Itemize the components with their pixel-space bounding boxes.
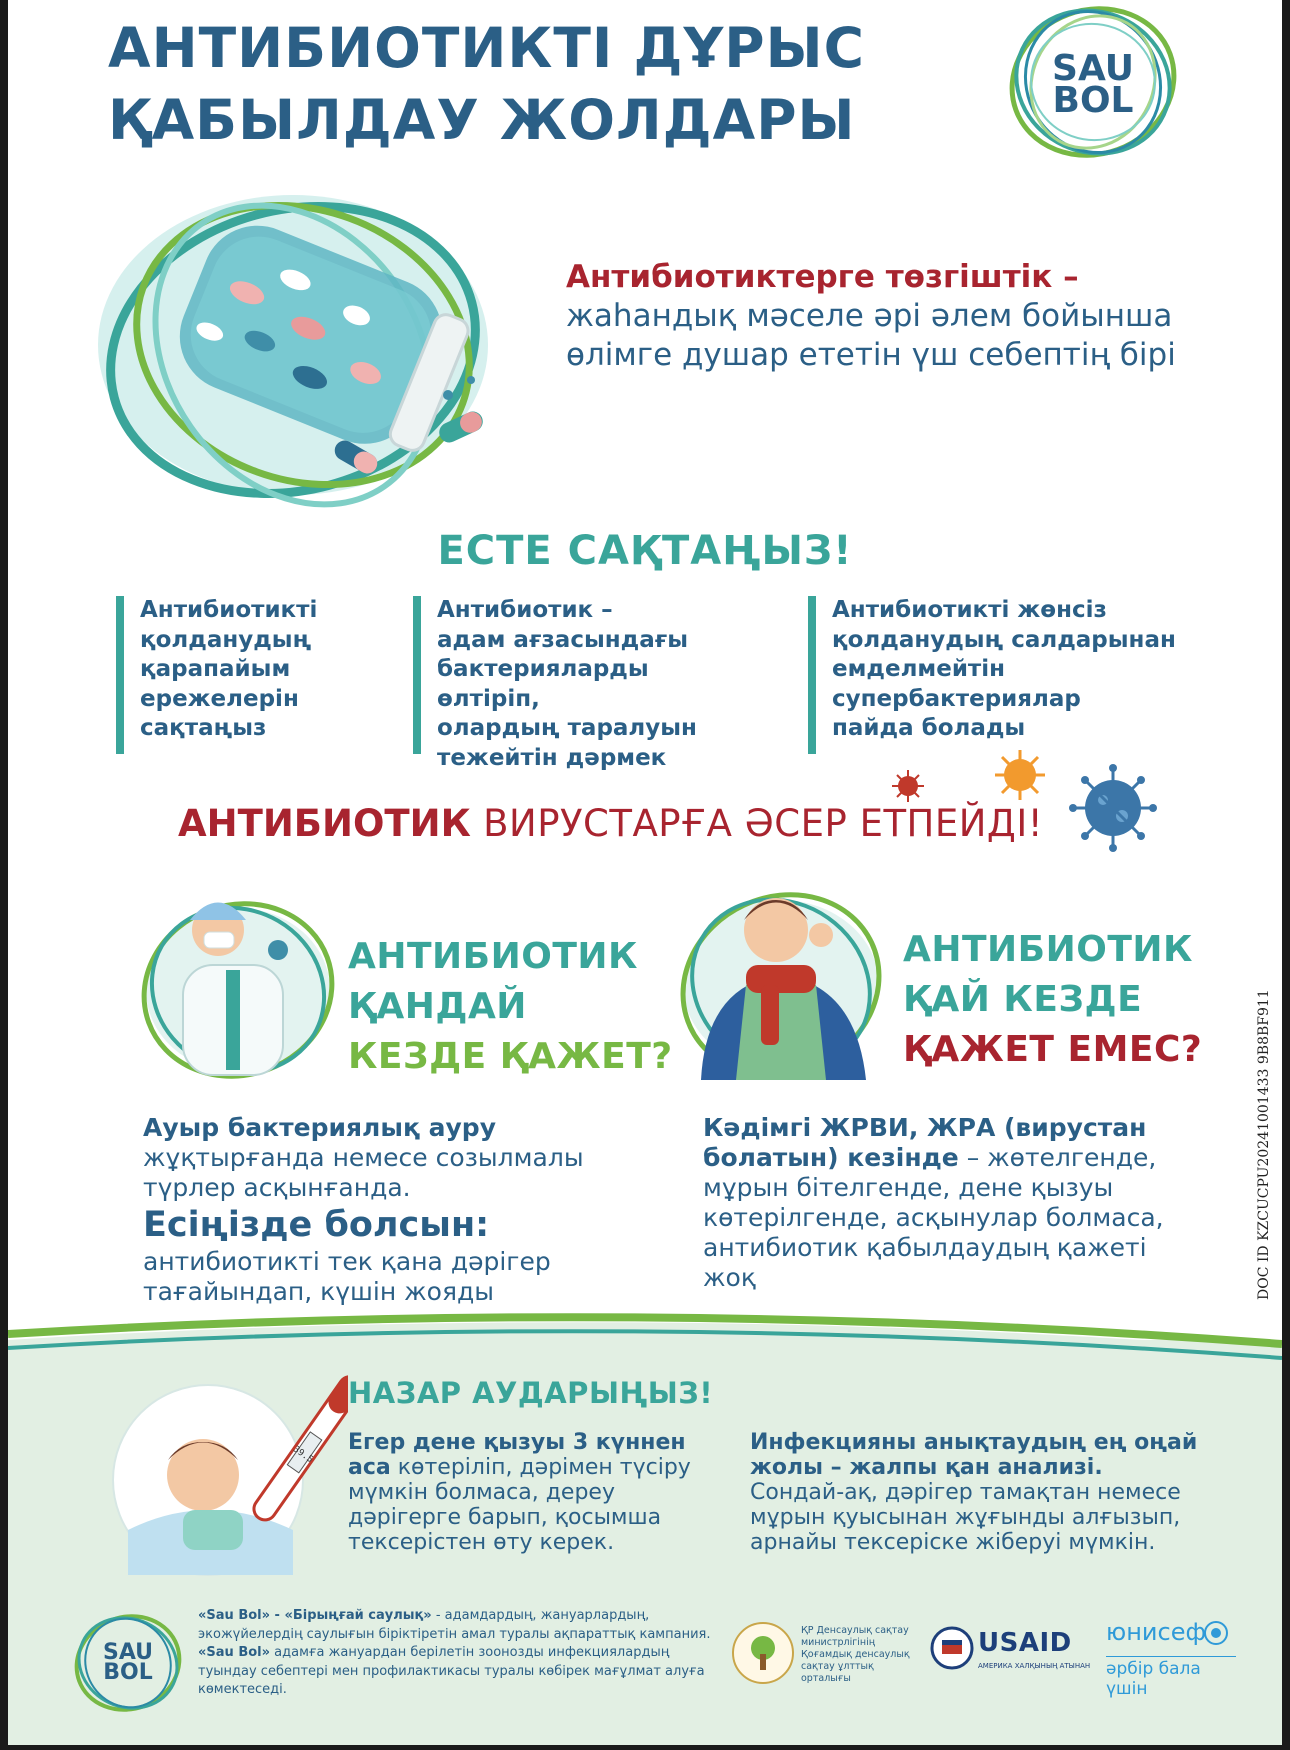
attention-left-rest: көтеріліп, дәрімен түсіру мүмкін болмаса, дереу дәрігерге барып, қосымша тексерістен өту керек. <box>348 1455 691 1555</box>
when-needed-head-3: КЕЗДЕ ҚАЖЕТ? <box>348 1036 673 1077</box>
footer-p2-rest: адамға жануардан берілетін зоонозды инфекциялардың туындау себептері мен профилактикасы туралы көбірек мағұлмат алуға көмектеседі. <box>198 1645 705 1697</box>
attention-left-bold: Егер дене қызуы 3 күннен аса <box>348 1430 686 1480</box>
when-needed-head-2: ҚАНДАЙ <box>348 986 527 1027</box>
footer-p1-bold: «Sau Bol» - «Бірыңғай саулық» <box>198 1608 432 1623</box>
when-not-needed-body <box>703 1113 1173 1293</box>
attention-right-bold: Инфекцияны анықтаудың ең оңай жолы – жалпы қан анализі. <box>750 1430 1198 1480</box>
when-needed-body <box>143 1113 643 1203</box>
when-not-needed-body-rest: – жөтелгенде, мұрын бітелгенде, дене қызуы көтерілгенде, асқынулар болмаса, антибиотик қабылдаудың қажеті жоқ <box>703 1143 1164 1292</box>
when-needed-body-rest: жұқтырғанда немесе созылмалы түрлер асқынғанда. <box>143 1143 584 1202</box>
title-line-1: АНТИБИОТИКТІ ДҰРЫС <box>108 16 865 80</box>
unicef-emblem-icon <box>1203 1620 1229 1646</box>
usaid-text: USAID <box>978 1628 1072 1658</box>
usaid-seal-icon <box>930 1626 974 1670</box>
remember-column-text: Антибиотик – адам ағзасындағы бактерияларды өлтіріп, олардың таралуын тежейтін дәрмек <box>437 597 697 771</box>
remember-column-text: Антибиотикті қолданудың қарапайым ережелерін сақтаңыз <box>140 597 318 741</box>
virus-icons <box>878 750 1178 860</box>
thermometer-reading: 39.5 <box>291 1444 315 1466</box>
footer-logo-line-1: SAU <box>102 1640 154 1666</box>
usaid-logo-text <box>978 1628 1072 1658</box>
remember-note-heading: Есіңізде болсын: <box>143 1205 490 1245</box>
document-id: DOC ID KZCUCPU20241001433 9B8BF911 <box>1256 989 1272 1300</box>
attention-right-rest: Сондай-ақ, дәрігер тамақтан немесе мұрын қуысынан жұғынды алғызып, арнайы тексеріске жіберуі мүмкін. <box>750 1480 1181 1555</box>
when-not-needed-head-2: ҚАЙ КЕЗДЕ <box>903 979 1143 1020</box>
usaid-subtitle: АМЕРИКА ХАЛҚЫНЫҢ АТЫНАН <box>978 1662 1091 1670</box>
when-not-needed-heading <box>903 925 1202 1075</box>
footer-p1-rest: - адамдардың, жануарлардың, экожүйелердің саулығын біріктіретін амал туралы ақпараттық кампания. <box>198 1608 711 1642</box>
title-line-2: ҚАБЫЛДАУ ЖОЛДАРЫ <box>108 88 856 152</box>
footer-saubol-logo <box>68 1608 188 1718</box>
intro-rest: жаһандық мәселе әрі әлем бойынша өлімге душар ететін үш себептің бірі <box>566 298 1176 373</box>
remember-column-2 <box>413 596 753 771</box>
virus-statement-rest: ВИРУСТАРҒА ӘСЕР ЕТПЕЙДІ! <box>470 802 1044 845</box>
when-not-needed-body-bold: Кәдімгі ЖРВИ, ЖРА (вирустан болатын) кезінде <box>703 1113 1147 1172</box>
when-needed-head-1: АНТИБИОТИК <box>348 936 638 977</box>
infographic-page <box>8 0 1282 1745</box>
unicef-subtitle: әрбір бала үшін <box>1106 1656 1236 1699</box>
when-needed-heading <box>348 932 673 1082</box>
logo-line-2: BOL <box>1052 80 1134 121</box>
footer-logo-line-2: BOL <box>103 1660 153 1685</box>
attention-title: НАЗАР АУДАРЫҢЫЗ! <box>348 1376 714 1410</box>
intro-bold: Антибиотиктерге төзгіштік – <box>566 259 1079 295</box>
pill-bottle-illustration <box>93 185 548 520</box>
attention-left-text <box>348 1430 728 1555</box>
remember-column-3 <box>808 596 1188 754</box>
when-not-needed-head-3: ҚАЖЕТ ЕМЕС? <box>903 1029 1203 1070</box>
when-not-needed-head-1: АНТИБИОТИК <box>903 929 1193 970</box>
remember-column-1 <box>116 596 366 754</box>
page-title <box>108 12 908 156</box>
intro-statement <box>566 258 1186 375</box>
red-virus-icon <box>892 770 924 802</box>
remember-column-text: Антибиотикті жөнсіз қолданудың салдарынан емделмейтін супербактериялар пайда болады <box>832 597 1176 741</box>
when-needed-body-bold: Ауыр бактериялық ауру <box>143 1113 497 1142</box>
virus-statement-bold: АНТИБИОТИК <box>178 802 471 845</box>
sick-man-illustration <box>676 875 891 1080</box>
remember-title: ЕСТЕ САҚТАҢЫЗ! <box>437 528 853 574</box>
saubol-logo <box>998 0 1188 170</box>
logo-line-1: SAU <box>1052 47 1134 89</box>
doctor-illustration <box>138 880 338 1080</box>
blue-virus-icon <box>1069 764 1157 852</box>
patient-thermometer-illustration <box>108 1370 348 1580</box>
footer-p2-bold: «Sau Bol» <box>198 1645 271 1660</box>
footer-description <box>198 1607 718 1700</box>
orange-virus-icon <box>995 750 1045 800</box>
ministry-emblem-icon <box>730 1620 796 1686</box>
ministry-caption: ҚР Денсаулық сақтау министрлігінің Қоғамдық денсаулық сақтау ұлттық орталығы <box>801 1625 910 1684</box>
remember-note-text: антибиотикті тек қана дәрігер тағайындап, күшін жояды <box>143 1247 551 1306</box>
attention-right-text <box>750 1430 1200 1555</box>
unicef-logo-text: юнисеф <box>1106 1618 1206 1646</box>
